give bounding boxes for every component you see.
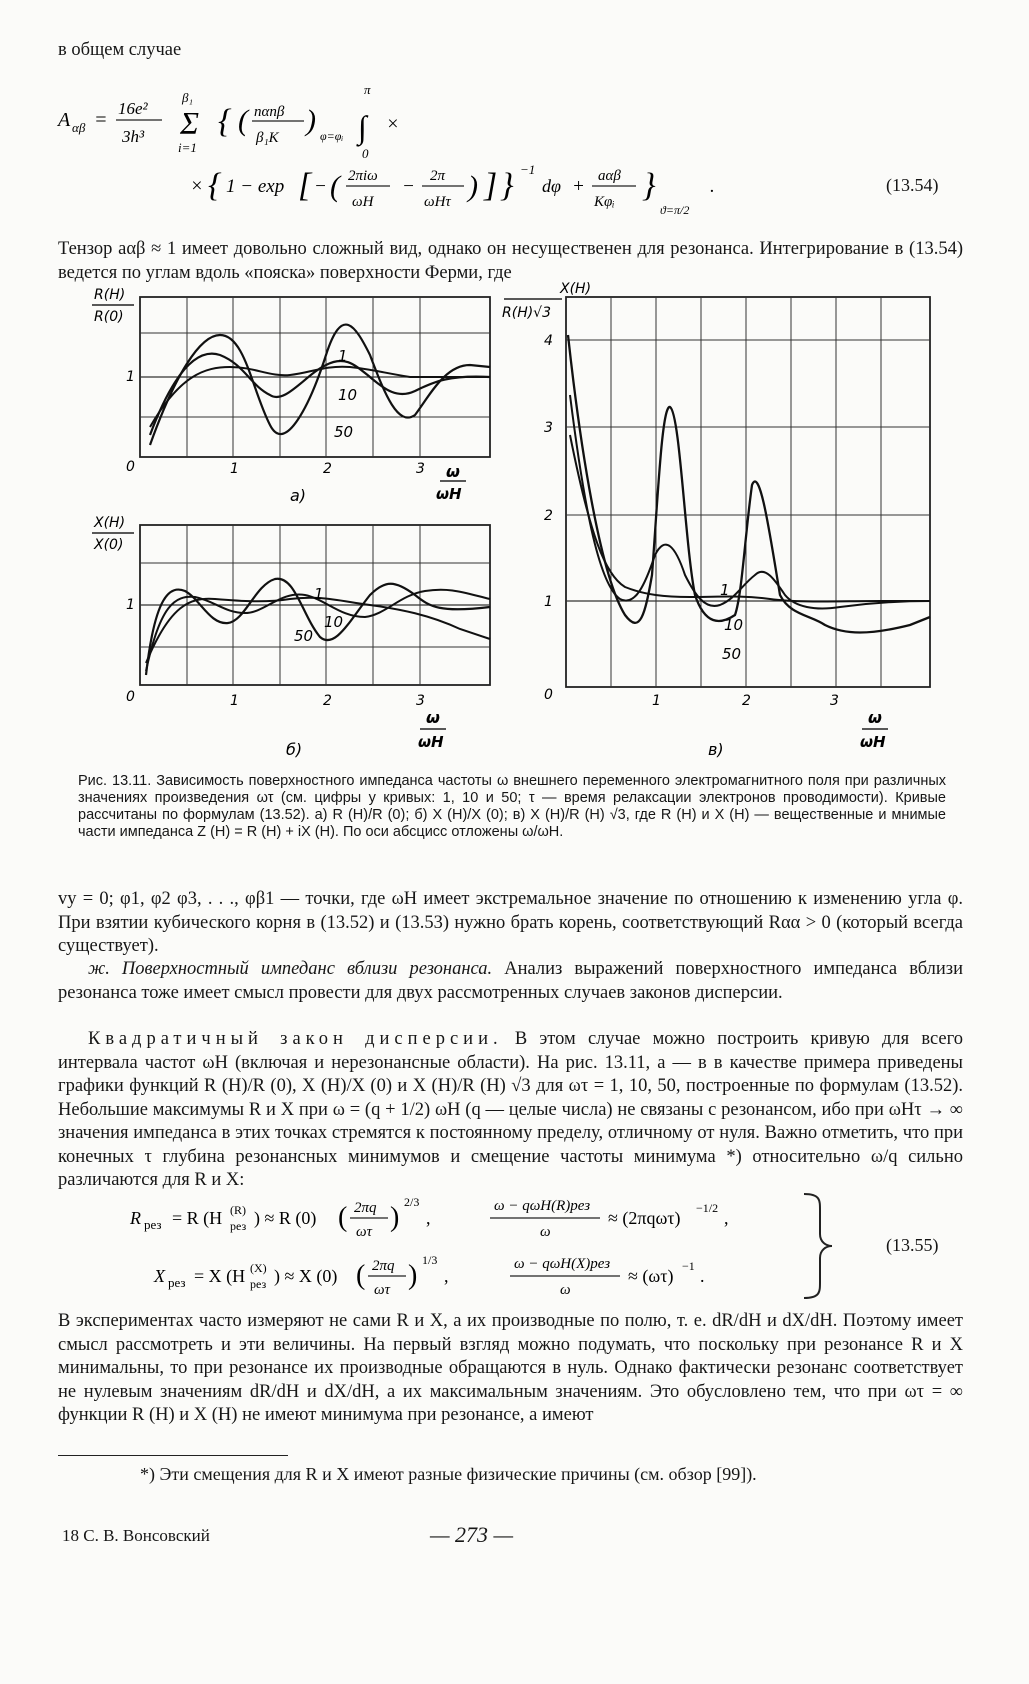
svg-text:≈ (2πqωτ): ≈ (2πqωτ) (608, 1208, 681, 1228)
panel-c-ytick-4: 4 (544, 333, 553, 349)
panel-c-ylabel-top: X(H) (560, 281, 592, 297)
svg-text:R: R (130, 1208, 141, 1228)
panel-c-ylabel-bottom: R(H)√3 (502, 305, 552, 321)
svg-text:Kφᵢ: Kφᵢ (594, 194, 615, 210)
svg-text:рез: рез (230, 1219, 247, 1233)
figure-caption: Рис. 13.11. Зависимость поверхностного импеданса частоты ω внешнего переменного электромагнитного поля при различных значениях произведения ωτ (см. цифры у кривых: 1, 10 и 50; τ — время релаксации электронов проводимости). Кривые рассчитаны по формулам (13.52). а) R (H)/R (0); б) X (H)/X (0); в) X (H)/R (H) √3, где R (H) и X (H) — вещественные и мнимые части импеданса Z (H) = R (H) + iX (H). По оси абсцисс отложены ω/ωH. (78, 773, 946, 840)
svg-text:2πq: 2πq (372, 1258, 395, 1274)
panel-b-xlabel-top: ω (426, 708, 440, 727)
panel-c-curve-50 (568, 335, 930, 633)
footnote: *) Эти смещения для R и X имеют разные физические причины (см. обзор [99]). (140, 1464, 757, 1484)
svg-text:ω − qωH(R)рез: ω − qωH(R)рез (494, 1198, 591, 1214)
svg-text:αβ: αβ (72, 120, 86, 135)
svg-text:+: + (572, 176, 585, 197)
svg-text:,: , (724, 1208, 729, 1228)
svg-text:∫: ∫ (358, 109, 367, 145)
panel-a-label-50: 50 (334, 423, 354, 441)
panel-a-xlabel-top: ω (446, 462, 460, 481)
panel-a-xtick-3: 3 (416, 461, 425, 477)
svg-text:−1: −1 (682, 1259, 695, 1273)
panel-b-label-1: 1 (314, 585, 324, 603)
svg-text:φ=φᵢ: φ=φᵢ (320, 129, 344, 143)
panel-b-xtick-2: 2 (323, 693, 332, 709)
panel-a-ytick-0: 0 (126, 459, 135, 475)
svg-text:): ) (468, 170, 478, 203)
panel-a-curve-10 (150, 354, 490, 435)
svg-text:= R (H: = R (H (172, 1208, 223, 1228)
panel-b-ylabel-bottom: X(0) (94, 537, 124, 553)
svg-text:]: ] (484, 167, 498, 204)
svg-text:×: × (190, 175, 204, 197)
svg-text:рез: рез (250, 1277, 267, 1291)
paragraph-tensor: Тензор aαβ ≈ 1 имеет довольно сложный вид, однако он несущественен для резонанса. Интегрирование в (13.54) ведется по углам вдоль «пояска» поверхности Ферми, где (58, 239, 963, 283)
panel-b-xtick-1: 1 (230, 693, 239, 709)
svg-text:): ) (408, 1260, 418, 1291)
panel-c-xtick-3: 3 (830, 693, 839, 709)
figure-13-11-graphic (80, 281, 980, 815)
panel-c-curve-1 (570, 435, 930, 602)
panel-c-ytick-0: 0 (544, 687, 553, 703)
svg-text:(X): (X) (250, 1261, 267, 1275)
panel-a-label-10: 10 (338, 386, 358, 404)
equation-13-54-line2 (190, 160, 790, 236)
svg-text:β₁K: β₁K (256, 130, 279, 146)
svg-text:0: 0 (362, 146, 369, 161)
svg-text:(R): (R) (230, 1203, 246, 1217)
panel-b-xlabel-bottom: ωH (418, 733, 444, 751)
svg-text:−: − (314, 176, 327, 197)
svg-text:.: . (700, 1266, 705, 1286)
svg-text:ωτ: ωτ (374, 1282, 390, 1298)
panel-c-xlabel-bottom: ωH (860, 733, 886, 751)
svg-text:ωHτ: ωHτ (424, 194, 451, 210)
svg-text:Σ: Σ (180, 105, 200, 141)
panel-b-ylabel-top: X(H) (94, 515, 126, 531)
panel-b (92, 515, 490, 759)
panel-c-label-1: 1 (720, 581, 730, 599)
svg-text:3h³: 3h³ (122, 127, 145, 146)
svg-text:A: A (58, 109, 71, 131)
svg-text:(: ( (356, 1260, 366, 1291)
intro-line: в общем случае (58, 40, 182, 60)
svg-text:2π: 2π (430, 168, 446, 184)
footer-signature: 18 С. В. Вонсовский (62, 1526, 210, 1545)
svg-text:β₁: β₁ (182, 90, 193, 105)
panel-b-xtick-3: 3 (416, 693, 425, 709)
panel-a-curve-50 (150, 325, 490, 445)
svg-text:) ≈ X (0): ) ≈ X (0) (274, 1266, 338, 1286)
svg-text:}: } (642, 167, 656, 204)
svg-text:ωH: ωH (352, 194, 374, 210)
panel-c-xtick-2: 2 (742, 693, 751, 709)
svg-text:рез: рез (144, 1217, 162, 1232)
svg-text:≈ (ωτ): ≈ (ωτ) (628, 1266, 674, 1286)
panel-c-label: в) (708, 740, 724, 759)
panel-c-xlabel-top: ω (868, 708, 882, 727)
panel-c-label-50: 50 (722, 645, 742, 663)
footnote-rule (58, 1455, 288, 1456)
panel-c-ytick-1: 1 (544, 594, 553, 610)
paragraph-quadratic-title: Квадратичный закон дисперсии. (88, 1029, 503, 1049)
equation-13-54-number: (13.54) (886, 175, 939, 195)
panel-b-ytick-0: 0 (126, 689, 135, 705)
svg-text:{: { (208, 167, 222, 204)
panel-a-ylabel-top: R(H) (94, 287, 126, 303)
panel-a (92, 287, 490, 505)
panel-c-xtick-1: 1 (652, 693, 661, 709)
panel-b-label: б) (286, 740, 303, 759)
svg-text:2/3: 2/3 (404, 1195, 420, 1209)
panel-c-label-10: 10 (724, 616, 744, 634)
svg-text:ωτ: ωτ (356, 1224, 372, 1240)
svg-text:(: ( (330, 170, 340, 203)
svg-text:= X (H: = X (H (194, 1266, 246, 1286)
panel-a-xlabel-bottom: ωH (436, 485, 462, 503)
panel-a-xtick-1: 1 (230, 461, 239, 477)
panel-c-ytick-3: 3 (544, 420, 553, 436)
panel-b-ytick-1: 1 (126, 597, 135, 613)
equation-13-55-svg (120, 1190, 840, 1300)
equation-13-55-number: (13.55) (886, 1235, 939, 1255)
panel-a-ytick-1: 1 (126, 369, 135, 385)
svg-text:×: × (386, 113, 400, 135)
svg-text:рез: рез (168, 1275, 186, 1290)
panel-a-label-1: 1 (338, 347, 348, 365)
svg-text:ω − qωH(X)рез: ω − qωH(X)рез (514, 1256, 611, 1272)
paragraph-points: vy = 0; φ1, φ2 φ3, . . ., φβ1 — точки, где ωH имеет экстремальное значение по отношению к изменению угла φ. При взятии кубического корня в (13.52) и (13.53) нужно брать корень, соответствующий Rαα > 0 (который всегда существует). (58, 889, 963, 956)
svg-text:1/3: 1/3 (422, 1253, 438, 1267)
paragraph-impedance-body: Анализ выражений поверхностного импеданса вблизи резонанса тоже имеет смысл провести для двух рассмотренных случаев законов дисперсии. (58, 959, 963, 1003)
svg-text:ω: ω (540, 1224, 551, 1240)
paragraph-experiments: В экспериментах часто измеряют не сами R и X, а их производные по полю, т. е. dR/dH и dX/dH. Поэтому имеет смысл рассмотреть и эти величины. На первый взгляд можно подумать, что поскольку при резонансе R и X минимальны, то при резонансе их производные обращаются в нуль. Однако фактически резонанс соответствует не нулевым значениям dR/dH и dX/dH, а их максимальным значениям. Это обусловлено тем, что при ωτ = ∞ функции R (H) и X (H) не имеют минимума при резонансе, а имеют (58, 1311, 963, 1425)
svg-text:,: , (426, 1208, 431, 1228)
panel-c (502, 281, 930, 759)
svg-text:−1/2: −1/2 (696, 1201, 719, 1215)
svg-text:}: } (500, 167, 514, 204)
svg-text:): ) (306, 104, 316, 137)
svg-text:1 − exp: 1 − exp (226, 176, 285, 197)
equation-13-54-line2-graphic (190, 160, 790, 230)
svg-text:) ≈ R (0): ) ≈ R (0) (254, 1208, 317, 1228)
svg-text:ϑ=π/2: ϑ=π/2 (660, 203, 690, 217)
panel-c-ytick-2: 2 (544, 508, 553, 524)
equation-13-54-line1-graphic (58, 80, 578, 170)
panel-a-ylabel-bottom: R(0) (94, 309, 124, 325)
equation-13-55-graphic (120, 1190, 840, 1305)
svg-text:2πq: 2πq (354, 1200, 377, 1216)
svg-text:−1: −1 (520, 162, 536, 177)
svg-text:16e²: 16e² (118, 99, 148, 118)
paragraph-quadratic-body: В этом случае можно построить кривую для всего интервала частот ωH (включая и нерезонансные области). На рис. 13.11, а — в в качестве примера приведены графики функций R (H)/R (0), X (H)/X (0) и X (H)/R (H) √3 для ωτ = 1, 10, 50, построенные по формулам (13.52). Небольшие максимумы R и X при ω = (q + 1/2) ωH (q — целые числа) не связаны с резонансом, ибо при ωHτ → ∞ значения импеданса в этих точках стремятся к постоянному пределу, отличному от нуля. Важно отметить, что при конечных τ глубина резонансных минимумов и смещение частоты минимума *) относительно ω/q сильно различаются для R и X: (58, 1029, 963, 1190)
panel-a-label: а) (290, 486, 307, 505)
svg-text:π: π (364, 82, 371, 97)
svg-text:(: ( (338, 1202, 348, 1233)
svg-text:=: = (94, 109, 108, 131)
panel-b-label-10: 10 (324, 613, 344, 631)
svg-text:[: [ (298, 167, 312, 204)
svg-text:i=1: i=1 (178, 140, 197, 155)
svg-text:(: ( (238, 104, 248, 137)
svg-text:{: { (218, 103, 232, 140)
svg-text:2πiω: 2πiω (348, 168, 378, 184)
svg-text:nαnβ: nαnβ (254, 104, 285, 120)
svg-text:dφ: dφ (542, 176, 561, 196)
page-number: — 273 — (430, 1522, 514, 1547)
svg-text:aαβ: aαβ (598, 168, 621, 184)
paragraph-impedance-title: ж. Поверхностный импеданс вблизи резонанса. (88, 959, 493, 979)
svg-text:−: − (402, 176, 415, 197)
svg-text:,: , (444, 1266, 449, 1286)
panel-b-label-50: 50 (294, 627, 314, 645)
paragraph-impedance (58, 958, 963, 1005)
svg-text:): ) (390, 1202, 400, 1233)
svg-text:.: . (710, 176, 715, 197)
paragraph-quadratic (58, 1028, 963, 1193)
panel-a-xtick-2: 2 (323, 461, 332, 477)
svg-text:ω: ω (560, 1282, 571, 1298)
svg-text:X: X (154, 1266, 165, 1286)
